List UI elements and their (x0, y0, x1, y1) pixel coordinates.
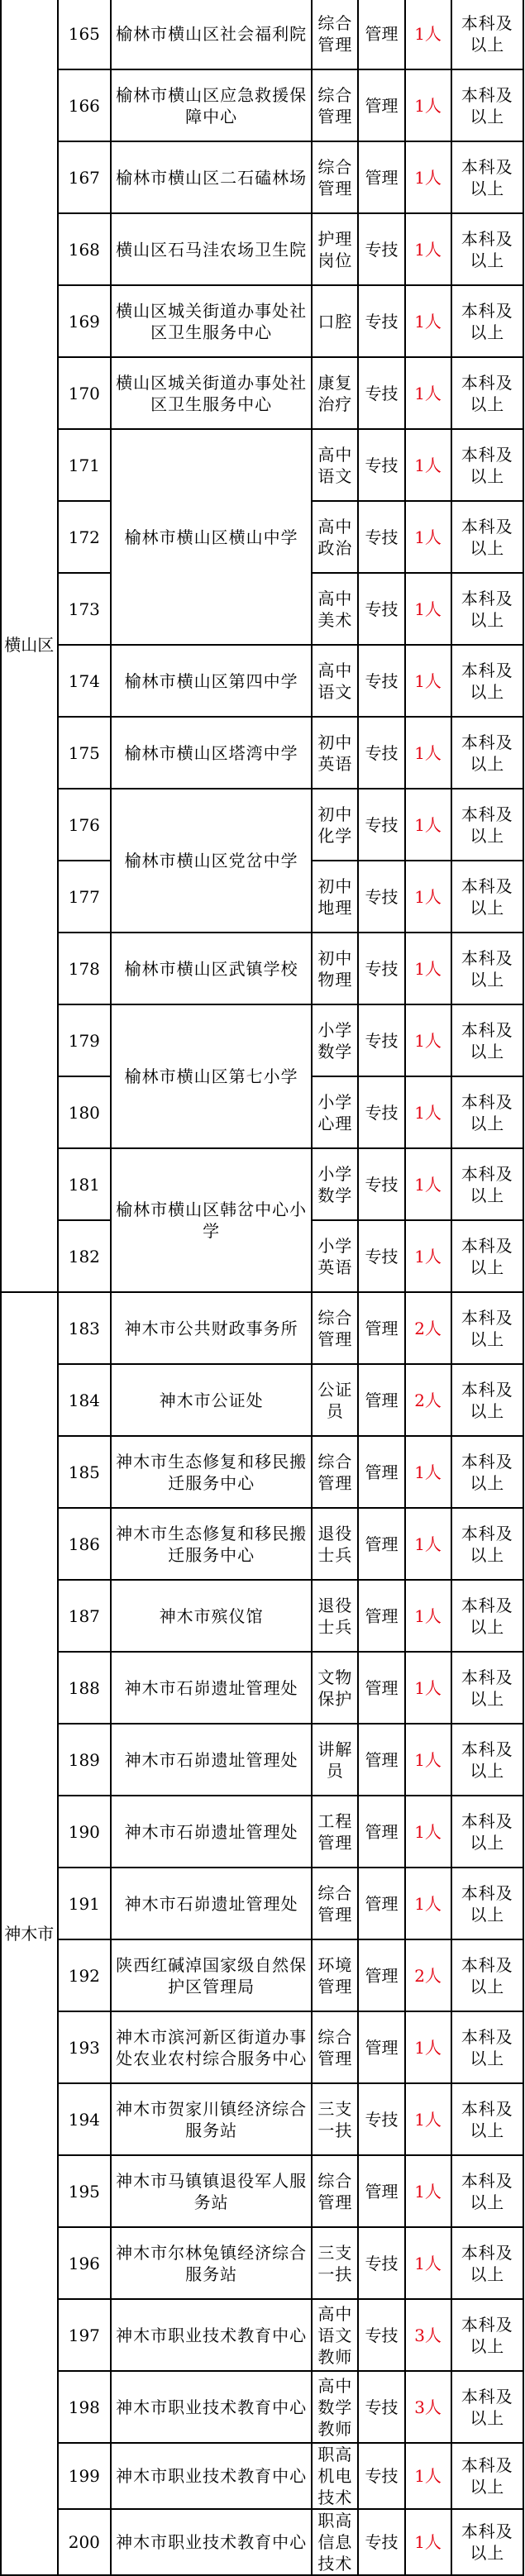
hire-count: 1人 (405, 1148, 451, 1220)
unit-name: 榆林市横山区韩岔中心小学 (111, 1148, 312, 1292)
unit-name: 神木市殡仪馆 (111, 1580, 312, 1652)
post-category: 专技 (358, 2371, 404, 2443)
post-name: 初中化学 (312, 789, 358, 861)
post-name: 三支一扶 (312, 2083, 358, 2155)
post-name: 讲解员 (312, 1724, 358, 1796)
unit-name: 神木市马镇镇退役军人服务站 (111, 2155, 312, 2227)
post-name: 三支一扶 (312, 2227, 358, 2299)
post-category: 专技 (358, 2509, 404, 2575)
table-row (1, 1004, 523, 1076)
education-requirement: 本科及以上 (451, 0, 523, 69)
education-requirement: 本科及以上 (451, 1939, 523, 2011)
post-category: 专技 (358, 357, 404, 429)
position-number: 177 (58, 861, 111, 933)
table-row (1, 717, 523, 789)
post-name: 高中语文 (312, 429, 358, 501)
unit-name: 神木市石峁遗址管理处 (111, 1868, 312, 1939)
education-requirement: 本科及以上 (451, 2011, 523, 2083)
education-requirement: 本科及以上 (451, 789, 523, 861)
post-name: 口腔 (312, 285, 358, 357)
table-row (1, 1580, 523, 1652)
post-name: 综合管理 (312, 1436, 358, 1508)
hire-count: 1人 (405, 2509, 451, 2575)
table-body (1, 0, 523, 2575)
hire-count: 1人 (405, 1508, 451, 1580)
post-category: 专技 (358, 1220, 404, 1292)
hire-count: 1人 (405, 717, 451, 789)
table-row (1, 1148, 523, 1220)
education-requirement: 本科及以上 (451, 933, 523, 1004)
education-requirement: 本科及以上 (451, 1004, 523, 1076)
education-requirement: 本科及以上 (451, 285, 523, 357)
post-name: 高中美术 (312, 573, 358, 645)
hire-count: 1人 (405, 573, 451, 645)
hire-count: 1人 (405, 1724, 451, 1796)
post-name: 初中英语 (312, 717, 358, 789)
post-category: 专技 (358, 1148, 404, 1220)
post-category: 管理 (358, 1724, 404, 1796)
post-category: 专技 (358, 933, 404, 1004)
table-row (1, 2299, 523, 2371)
position-number: 173 (58, 573, 111, 645)
table-row (1, 69, 523, 141)
hire-count: 1人 (405, 2443, 451, 2509)
position-number: 185 (58, 1436, 111, 1508)
unit-name: 榆林市横山区党岔中学 (111, 789, 312, 933)
education-requirement: 本科及以上 (451, 2227, 523, 2299)
education-requirement: 本科及以上 (451, 1508, 523, 1580)
post-category: 管理 (358, 69, 404, 141)
table-row (1, 789, 523, 861)
post-name: 职高信息技术 (312, 2509, 358, 2575)
unit-name: 神木市职业技术教育中心 (111, 2443, 312, 2509)
position-number: 200 (58, 2509, 111, 2575)
post-name: 小学数学 (312, 1004, 358, 1076)
table-row (1, 2083, 523, 2155)
post-category: 管理 (358, 0, 404, 69)
post-name: 综合管理 (312, 1292, 358, 1364)
hire-count: 1人 (405, 1004, 451, 1076)
post-category: 专技 (358, 1076, 404, 1148)
post-category: 专技 (358, 285, 404, 357)
education-requirement: 本科及以上 (451, 1724, 523, 1796)
position-number: 198 (58, 2371, 111, 2443)
unit-name: 榆林市横山区横山中学 (111, 429, 312, 645)
unit-name: 榆林市横山区第七小学 (111, 1004, 312, 1148)
position-number: 179 (58, 1004, 111, 1076)
unit-name: 横山区石马洼农场卫生院 (111, 213, 312, 285)
hire-count: 1人 (405, 1652, 451, 1724)
position-number: 167 (58, 141, 111, 213)
post-category: 管理 (358, 1868, 404, 1939)
position-number: 181 (58, 1148, 111, 1220)
table-row (1, 2011, 523, 2083)
table-row (1, 2155, 523, 2227)
education-requirement: 本科及以上 (451, 1364, 523, 1436)
unit-name: 神木市公证处 (111, 1364, 312, 1436)
education-requirement: 本科及以上 (451, 1220, 523, 1292)
post-name: 高中政治 (312, 501, 358, 573)
table-row (1, 1436, 523, 1508)
post-category: 管理 (358, 2011, 404, 2083)
education-requirement: 本科及以上 (451, 1580, 523, 1652)
post-name: 综合管理 (312, 141, 358, 213)
unit-name: 陕西红碱淖国家级自然保护区管理局 (111, 1939, 312, 2011)
unit-name: 神木市石峁遗址管理处 (111, 1796, 312, 1868)
table-row (1, 141, 523, 213)
education-requirement: 本科及以上 (451, 357, 523, 429)
table-row (1, 933, 523, 1004)
position-number: 183 (58, 1292, 111, 1364)
unit-name: 榆林市横山区武镇学校 (111, 933, 312, 1004)
table-row (1, 1939, 523, 2011)
position-number: 193 (58, 2011, 111, 2083)
hire-count: 1人 (405, 2227, 451, 2299)
position-number: 172 (58, 501, 111, 573)
post-name: 综合管理 (312, 2155, 358, 2227)
unit-name: 神木市生态修复和移民搬迁服务中心 (111, 1436, 312, 1508)
table-row (1, 285, 523, 357)
post-category: 专技 (358, 2083, 404, 2155)
hire-count: 3人 (405, 2371, 451, 2443)
education-requirement: 本科及以上 (451, 1652, 523, 1724)
hire-count: 1人 (405, 1436, 451, 1508)
post-category: 专技 (358, 429, 404, 501)
table-row (1, 2509, 523, 2575)
post-category: 管理 (358, 141, 404, 213)
table-row (1, 213, 523, 285)
education-requirement: 本科及以上 (451, 2083, 523, 2155)
position-number: 189 (58, 1724, 111, 1796)
education-requirement: 本科及以上 (451, 861, 523, 933)
post-category: 专技 (358, 1004, 404, 1076)
position-number: 171 (58, 429, 111, 501)
position-number: 174 (58, 645, 111, 717)
hire-count: 3人 (405, 2299, 451, 2371)
position-number: 194 (58, 2083, 111, 2155)
post-name: 公证员 (312, 1364, 358, 1436)
post-category: 专技 (358, 789, 404, 861)
unit-name: 神木市职业技术教育中心 (111, 2509, 312, 2575)
post-category: 专技 (358, 717, 404, 789)
unit-name: 榆林市横山区第四中学 (111, 645, 312, 717)
post-name: 高中语文教师 (312, 2299, 358, 2371)
post-name: 退役士兵 (312, 1580, 358, 1652)
post-category: 管理 (358, 1508, 404, 1580)
hire-count: 1人 (405, 1076, 451, 1148)
position-number: 192 (58, 1939, 111, 2011)
hire-count: 1人 (405, 429, 451, 501)
post-category: 管理 (358, 1652, 404, 1724)
table-row (1, 2227, 523, 2299)
unit-name: 神木市公共财政事务所 (111, 1292, 312, 1364)
hire-count: 1人 (405, 1580, 451, 1652)
post-name: 环境管理 (312, 1939, 358, 2011)
unit-name: 神木市生态修复和移民搬迁服务中心 (111, 1508, 312, 1580)
position-number: 197 (58, 2299, 111, 2371)
post-name: 初中物理 (312, 933, 358, 1004)
post-category: 管理 (358, 1580, 404, 1652)
unit-name: 神木市职业技术教育中心 (111, 2371, 312, 2443)
post-name: 康复治疗 (312, 357, 358, 429)
position-number: 180 (58, 1076, 111, 1148)
position-number: 187 (58, 1580, 111, 1652)
post-name: 高中语文 (312, 645, 358, 717)
table-row (1, 1364, 523, 1436)
post-name: 退役士兵 (312, 1508, 358, 1580)
education-requirement: 本科及以上 (451, 1148, 523, 1220)
post-name: 小学心理 (312, 1076, 358, 1148)
post-name: 初中地理 (312, 861, 358, 933)
post-name: 高中数学教师 (312, 2371, 358, 2443)
position-number: 190 (58, 1796, 111, 1868)
position-number: 184 (58, 1364, 111, 1436)
education-requirement: 本科及以上 (451, 1436, 523, 1508)
position-number: 175 (58, 717, 111, 789)
table-row (1, 429, 523, 501)
position-number: 196 (58, 2227, 111, 2299)
position-number: 186 (58, 1508, 111, 1580)
post-name: 小学数学 (312, 1148, 358, 1220)
position-number: 176 (58, 789, 111, 861)
table-row (1, 1652, 523, 1724)
post-category: 专技 (358, 573, 404, 645)
education-requirement: 本科及以上 (451, 2155, 523, 2227)
position-number: 166 (58, 69, 111, 141)
hire-count: 1人 (405, 789, 451, 861)
position-number: 199 (58, 2443, 111, 2509)
post-category: 管理 (358, 1436, 404, 1508)
education-requirement: 本科及以上 (451, 213, 523, 285)
post-name: 综合管理 (312, 69, 358, 141)
post-category: 专技 (358, 2227, 404, 2299)
table-row (1, 2371, 523, 2443)
hire-count: 1人 (405, 645, 451, 717)
position-number: 195 (58, 2155, 111, 2227)
unit-name: 榆林市横山区应急救援保障中心 (111, 69, 312, 141)
position-number: 178 (58, 933, 111, 1004)
post-category: 管理 (358, 2155, 404, 2227)
hire-count: 1人 (405, 1868, 451, 1939)
unit-name: 榆林市横山区二石磕林场 (111, 141, 312, 213)
table-row (1, 357, 523, 429)
hire-count: 1人 (405, 213, 451, 285)
position-number: 169 (58, 285, 111, 357)
education-requirement: 本科及以上 (451, 573, 523, 645)
unit-name: 神木市石峁遗址管理处 (111, 1652, 312, 1724)
hire-count: 1人 (405, 2011, 451, 2083)
post-name: 综合管理 (312, 1868, 358, 1939)
table-row (1, 2443, 523, 2509)
hire-count: 1人 (405, 69, 451, 141)
unit-name: 榆林市横山区塔湾中学 (111, 717, 312, 789)
position-number: 170 (58, 357, 111, 429)
post-category: 专技 (358, 213, 404, 285)
post-name: 文物保护 (312, 1652, 358, 1724)
education-requirement: 本科及以上 (451, 501, 523, 573)
hire-count: 1人 (405, 141, 451, 213)
education-requirement: 本科及以上 (451, 2371, 523, 2443)
post-category: 专技 (358, 861, 404, 933)
table-row (1, 1724, 523, 1796)
hire-count: 1人 (405, 2083, 451, 2155)
unit-name: 神木市滨河新区街道办事处农业农村综合服务中心 (111, 2011, 312, 2083)
unit-name: 神木市尔林兔镇经济综合服务站 (111, 2227, 312, 2299)
post-category: 专技 (358, 2299, 404, 2371)
education-requirement: 本科及以上 (451, 429, 523, 501)
education-requirement: 本科及以上 (451, 69, 523, 141)
post-name: 综合管理 (312, 2011, 358, 2083)
table-row (1, 0, 523, 69)
hire-count: 1人 (405, 1220, 451, 1292)
position-number: 182 (58, 1220, 111, 1292)
hire-count: 2人 (405, 1364, 451, 1436)
hire-count: 1人 (405, 501, 451, 573)
education-requirement: 本科及以上 (451, 1076, 523, 1148)
post-name: 护理岗位 (312, 213, 358, 285)
education-requirement: 本科及以上 (451, 141, 523, 213)
county-cell: 横山区 (1, 0, 58, 1292)
table-row (1, 1292, 523, 1364)
education-requirement: 本科及以上 (451, 1868, 523, 1939)
table-row (1, 1796, 523, 1868)
post-name: 综合管理 (312, 0, 358, 69)
education-requirement: 本科及以上 (451, 2299, 523, 2371)
unit-name: 神木市贺家川镇经济综合服务站 (111, 2083, 312, 2155)
post-category: 专技 (358, 501, 404, 573)
hire-count: 2人 (405, 1939, 451, 2011)
hire-count: 1人 (405, 285, 451, 357)
unit-name: 神木市职业技术教育中心 (111, 2299, 312, 2371)
education-requirement: 本科及以上 (451, 1292, 523, 1364)
hire-count: 1人 (405, 0, 451, 69)
education-requirement: 本科及以上 (451, 645, 523, 717)
table-row (1, 1508, 523, 1580)
education-requirement: 本科及以上 (451, 1796, 523, 1868)
position-number: 188 (58, 1652, 111, 1724)
position-number: 165 (58, 0, 111, 69)
education-requirement: 本科及以上 (451, 717, 523, 789)
hire-count: 2人 (405, 1292, 451, 1364)
hire-count: 1人 (405, 357, 451, 429)
hire-count: 1人 (405, 2155, 451, 2227)
post-category: 管理 (358, 1292, 404, 1364)
position-number: 168 (58, 213, 111, 285)
hire-count: 1人 (405, 933, 451, 1004)
post-name: 工程管理 (312, 1796, 358, 1868)
post-category: 管理 (358, 1364, 404, 1436)
unit-name: 榆林市横山区社会福利院 (111, 0, 312, 69)
education-requirement: 本科及以上 (451, 2443, 523, 2509)
post-category: 专技 (358, 2443, 404, 2509)
table-row (1, 1868, 523, 1939)
hire-count: 1人 (405, 1796, 451, 1868)
education-requirement: 本科及以上 (451, 2509, 523, 2575)
position-number: 191 (58, 1868, 111, 1939)
unit-name: 横山区城关街道办事处社区卫生服务中心 (111, 285, 312, 357)
unit-name: 神木市石峁遗址管理处 (111, 1724, 312, 1796)
table-row (1, 645, 523, 717)
post-category: 管理 (358, 1939, 404, 2011)
post-category: 管理 (358, 1796, 404, 1868)
post-name: 职高机电技术 (312, 2443, 358, 2509)
county-cell: 神木市 (1, 1292, 58, 2575)
hire-count: 1人 (405, 861, 451, 933)
unit-name: 横山区城关街道办事处社区卫生服务中心 (111, 357, 312, 429)
post-category: 专技 (358, 645, 404, 717)
post-name: 小学英语 (312, 1220, 358, 1292)
